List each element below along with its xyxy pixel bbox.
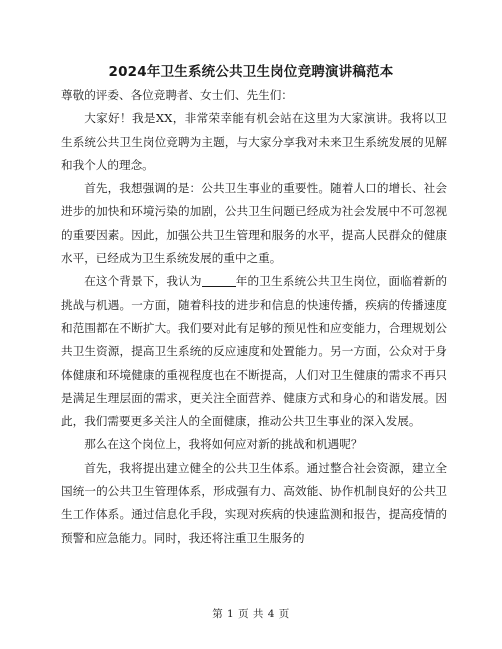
page-footer: 第 1 页 共 4 页 xyxy=(212,608,290,620)
paragraph-plan: 首先，我将提出建立健全的公共卫生体系。通过整合社会资源，建立全国统一的公共卫生管理体系，形成强有力、高效能、协作机制良好的公共卫生工作体系。通过信息化手段，实现对疾病的快速监测和报告，提高疫情的预警和应急能力。同时，我还将注重卫生服务的 xyxy=(61,460,447,545)
paragraph-question: 那么在这个岗位上，我将如何应对新的挑战和机遇呢？ xyxy=(84,437,363,452)
fill-in-blank xyxy=(202,274,236,287)
paragraph-background-rest: 年的卫生系统公共卫生岗位，面临着新的挑战与机遇。一方面，随着科技的进步和信息的快速传播，疾病的传播速度和范围都在不断扩大。我们要对此有足够的预见性和应变能力，合理规划公共卫生资源，提高卫生系统的反应速度和处置能力。另一方面，公众对于身体健康和环境健康的重视程度也在不断提高，人们对卫生健康的需求不再只是满足生理层面的需求，更关注全面营养、健康方式和身心的和谐发展。因此，我们需要更多关注人的全面健康，推动公共卫生事业的深入发展。 xyxy=(61,274,447,429)
paragraph-background xyxy=(61,270,447,433)
paragraph-intro: 大家好！我是XX，非常荣幸能有机会站在这里为大家演讲。我将以卫生系统公共卫生岗位竞聘为主题，与大家分享我对未来卫生系统发展的见解和我个人的理念。 xyxy=(61,111,447,172)
document-title: 2024年卫生系统公共卫生岗位竞聘演讲稿范本 xyxy=(108,64,394,80)
paragraph-background-lead: 在这个背景下，我认为 xyxy=(84,274,202,289)
salutation: 尊敬的评委、各位竞聘者、女士们、先生们： xyxy=(61,88,293,102)
paragraph-importance: 首先，我想强调的是：公共卫生事业的重要性。随着人口的增长、社会进步的加快和环境污染的加剧，公共卫生问题已经成为社会发展中不可忽视的重要因素。因此，加强公共卫生管理和服务的水平，提高人民群众的健康水平，已经成为卫生系统发展的重中之重。 xyxy=(61,181,447,266)
document-body xyxy=(61,84,447,550)
